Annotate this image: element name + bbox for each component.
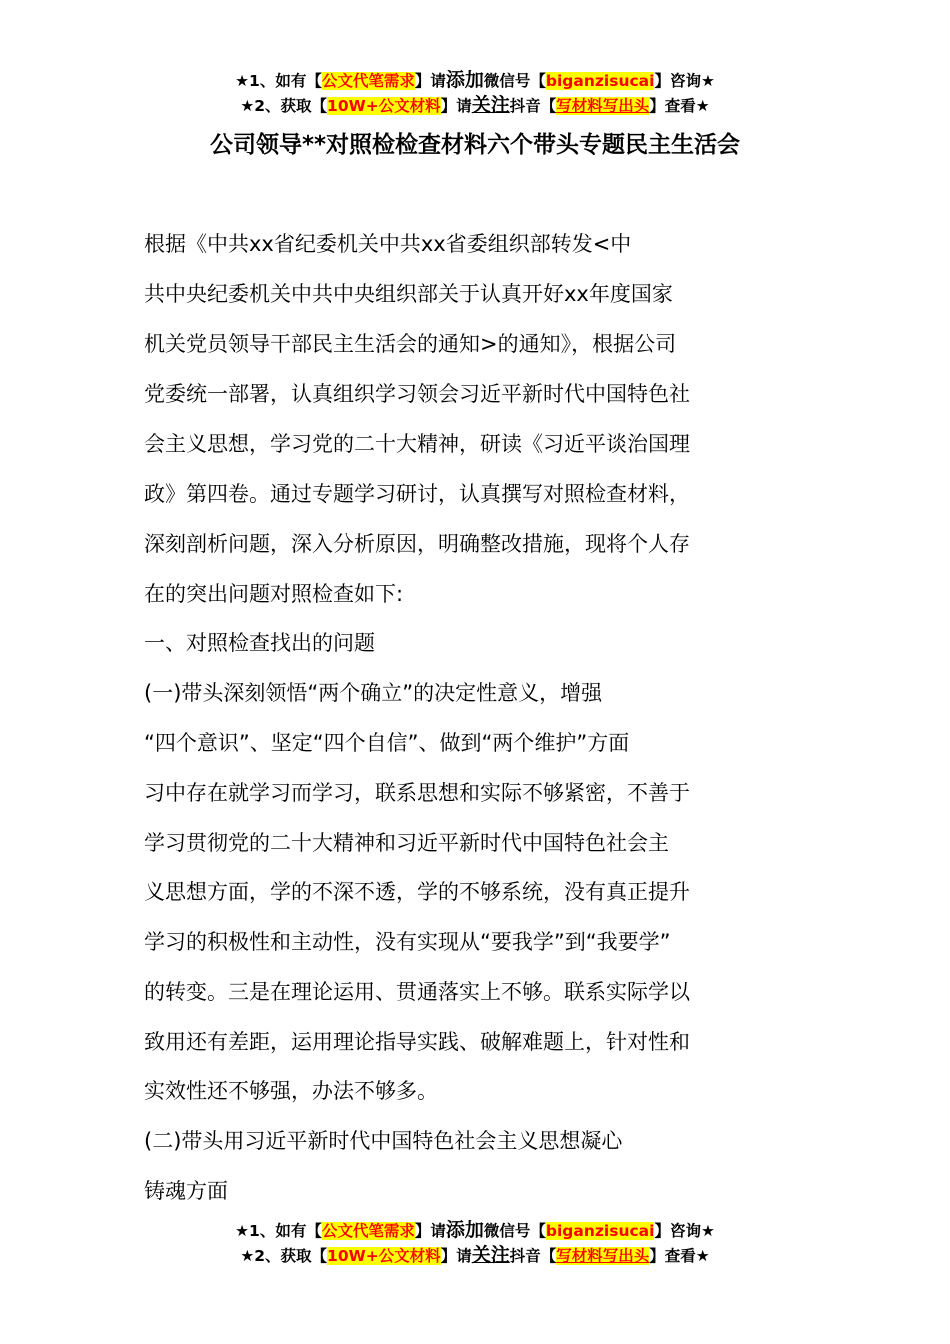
body-line: 共中央纪委机关中共中央组织部关于认真开好xx年度国家 bbox=[144, 282, 673, 306]
body-line: 根据《中共xx省纪委机关中共xx省委组织部转发<中 bbox=[144, 232, 632, 256]
banner-text: ★2、获取【 bbox=[240, 97, 328, 115]
banner-line-2 bbox=[0, 93, 950, 118]
banner-text: ★1、如有【 bbox=[235, 72, 322, 90]
body-line: 党委统一部署，认真组织学习领会习近平新时代中国特色社 bbox=[144, 382, 690, 406]
subsection-heading: (一)带头深刻领悟“两个确立”的决定性意义，增强 bbox=[144, 681, 603, 705]
body-line: 深刻剖析问题，深入分析原因，明确整改措施，现将个人存 bbox=[144, 532, 690, 556]
section-heading: 一、对照检查找出的问题 bbox=[144, 631, 375, 655]
subsection-heading: “四个意识”、坚定“四个自信”、做到“两个维护”方面 bbox=[144, 731, 630, 755]
banner-text: 】请 bbox=[440, 97, 472, 115]
banner-text: ★1、如有【 bbox=[235, 1222, 322, 1240]
body-line: 学习贯彻党的二十大精神和习近平新时代中国特色社会主 bbox=[144, 831, 669, 855]
banner-text: 】咨询★ bbox=[654, 1222, 715, 1240]
document-title: 公司领导**对照检检查材料六个带头专题民主生活会 bbox=[209, 132, 741, 158]
banner-text: 】请 bbox=[414, 1222, 446, 1240]
banner-text: 】查看★ bbox=[649, 1247, 710, 1265]
body-line: 义思想方面，学的不深不透，学的不够系统，没有真正提升 bbox=[144, 880, 690, 904]
banner-emphasis: 关注 bbox=[471, 1244, 510, 1266]
banner-douyin-id: 写材料写出头 bbox=[556, 97, 650, 115]
banner-highlight: 10W+公文材料 bbox=[327, 97, 441, 115]
bottom-banner bbox=[0, 1218, 950, 1268]
banner-emphasis: 关注 bbox=[471, 94, 510, 116]
top-banner bbox=[0, 68, 950, 118]
banner-text: 】请 bbox=[414, 72, 446, 90]
body-line: 学习的积极性和主动性，没有实现从“要我学”到“我要学” bbox=[144, 930, 671, 954]
banner-text: 微信号【 bbox=[483, 1222, 546, 1240]
subsection-heading: 铸魂方面 bbox=[144, 1179, 228, 1203]
body-line: 致用还有差距，运用理论指导实践、破解难题上，针对性和 bbox=[144, 1030, 690, 1054]
banner-highlight: 公文代笔需求 bbox=[321, 72, 415, 90]
banner-text: 】咨询★ bbox=[654, 72, 715, 90]
banner-emphasis: 添加 bbox=[445, 1219, 484, 1241]
body-line: 的转变。三是在理论运用、贯通落实上不够。联系实际学以 bbox=[144, 980, 690, 1004]
banner-line-2 bbox=[0, 1243, 950, 1268]
body-line: 在的突出问题对照检查如下: bbox=[144, 582, 404, 606]
banner-wechat-id: biganzisucai bbox=[545, 1222, 655, 1240]
subsection-heading: (二)带头用习近平新时代中国特色社会主义思想凝心 bbox=[144, 1129, 623, 1153]
banner-highlight: 公文代笔需求 bbox=[321, 1222, 415, 1240]
banner-emphasis: 添加 bbox=[445, 69, 484, 91]
body-line: 政》第四卷。通过专题学习研讨，认真撰写对照检查材料， bbox=[144, 482, 690, 506]
banner-text: 微信号【 bbox=[483, 72, 546, 90]
banner-wechat-id: biganzisucai bbox=[545, 72, 655, 90]
banner-line-1 bbox=[0, 1218, 950, 1243]
banner-text: 】查看★ bbox=[649, 97, 710, 115]
banner-highlight: 10W+公文材料 bbox=[327, 1247, 441, 1265]
body-line: 会主义思想，学习党的二十大精神，研读《习近平谈治国理 bbox=[144, 432, 690, 456]
banner-douyin-id: 写材料写出头 bbox=[556, 1247, 650, 1265]
body-line: 机关党员领导干部民主生活会的通知>的通知》，根据公司 bbox=[144, 332, 677, 356]
banner-text: ★2、获取【 bbox=[240, 1247, 328, 1265]
body-line: 习中存在就学习而学习，联系思想和实际不够紧密，不善于 bbox=[144, 781, 690, 805]
banner-text: 抖音【 bbox=[509, 1247, 557, 1265]
banner-line-1 bbox=[0, 68, 950, 93]
banner-text: 抖音【 bbox=[509, 97, 557, 115]
body-line: 实效性还不够强，办法不够多。 bbox=[144, 1079, 438, 1103]
banner-text: 】请 bbox=[440, 1247, 472, 1265]
